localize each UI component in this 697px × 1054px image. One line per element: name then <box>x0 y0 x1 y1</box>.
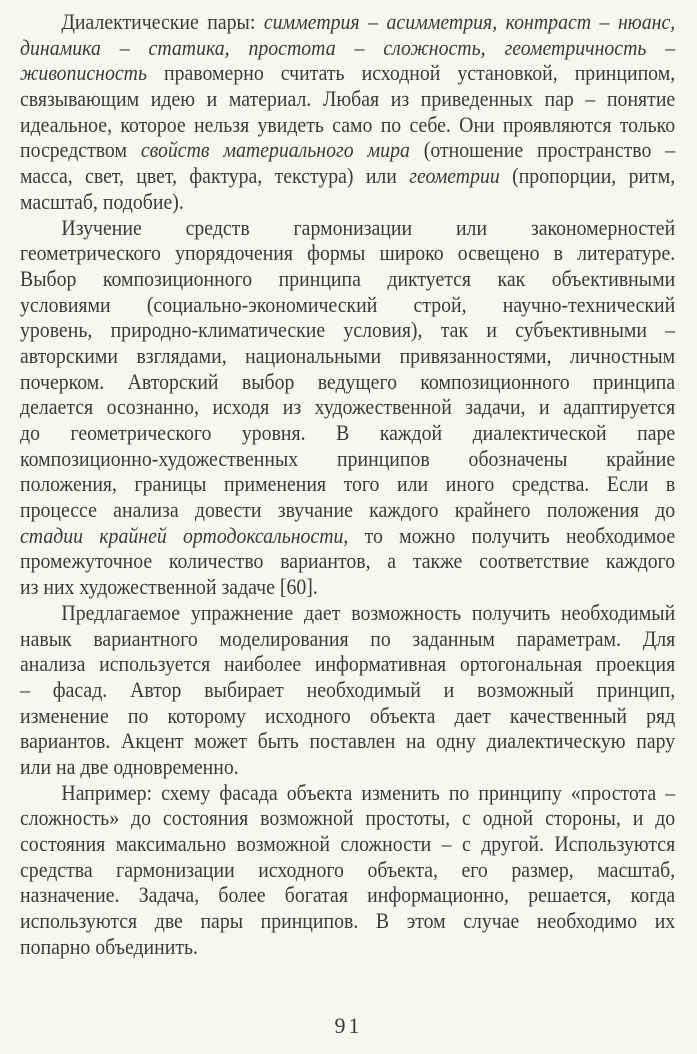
text-segment: уровень, природно-климатические условия), так и субъективными – <box>20 317 676 343</box>
paragraph <box>20 600 675 780</box>
text-line <box>20 574 675 600</box>
text-line <box>20 137 675 163</box>
text-segment: назначение. Задача, более богатая информационно, решается, когда <box>20 882 676 908</box>
text-segment: процессе анализа довести звучание каждого крайнего положения до <box>20 497 676 523</box>
text-line <box>20 471 675 497</box>
text-line <box>20 240 675 266</box>
text-segment: геометрического упорядочения формы широко освещено в литературе. <box>20 240 676 266</box>
text-line <box>20 112 675 138</box>
italic-term: динамика – статика, простота – сложность, геометричность – <box>20 34 676 60</box>
text-line <box>20 754 675 780</box>
text-segment: посредством <box>20 137 141 163</box>
text-line <box>20 857 675 883</box>
text-line <box>20 703 675 729</box>
text-line <box>20 9 675 35</box>
text-segment: масштаб, подобие). <box>20 188 184 214</box>
text-line <box>20 317 675 343</box>
text-line <box>20 369 675 395</box>
text-line <box>20 394 675 420</box>
text-segment: положения, границы применения того или иного средства. Если в <box>20 471 676 497</box>
text-segment: авторскими взглядами, национальными привязанностями, личностным <box>20 342 676 368</box>
text-segment: Например: схему фасада объекта изменить по принципу «простота – <box>61 779 676 805</box>
text-line <box>20 86 675 112</box>
text-line <box>20 266 675 292</box>
text-line <box>20 934 675 960</box>
text-segment: Изучение средств гармонизации или закономерностей <box>61 214 676 240</box>
text-segment: масса, свет, цвет, фактура, текстура) или <box>20 163 410 189</box>
italic-term: стадии крайней ортодоксальности <box>20 522 344 548</box>
text-segment: (пропорции, ритм, <box>499 163 676 189</box>
text-segment: из них художественной задаче [60]. <box>20 574 318 600</box>
text-segment: , то можно получить необходимое <box>343 522 676 548</box>
text-line <box>20 882 675 908</box>
text-segment: правомерно считать исходной установкой, принципом, <box>146 60 676 86</box>
text-line <box>20 292 675 318</box>
text-line <box>20 908 675 934</box>
text-segment: сложность» до состояния возможной простоты, с одной стороны, и до <box>20 805 676 831</box>
text-segment: попарно объединить. <box>20 933 198 959</box>
text-segment: идеальное, которое нельзя увидеть само по себе. Они проявляются только <box>20 111 676 137</box>
text-segment: или на две одновременно. <box>20 753 239 779</box>
text-segment: условиями (социально-экономический строй, научно-технический <box>20 291 676 317</box>
text-line <box>20 343 675 369</box>
text-segment: состояния максимально возможной сложности – с другой. Используются <box>20 831 676 856</box>
text-segment: вариантов. Акцент может быть поставлен на одну диалектическую пару <box>20 728 676 754</box>
text-line <box>20 677 675 703</box>
paragraph <box>20 215 675 600</box>
text-line <box>20 780 675 806</box>
text-segment: делается осознанно, исходя из художественной задачи, и адаптируется <box>20 394 676 420</box>
text-segment: до геометрического уровня. В каждой диалектической паре <box>20 420 676 445</box>
text-segment: средства гармонизации исходного объекта, его размер, масштаб, <box>20 856 676 882</box>
text-segment: используются две пары принципов. В этом случае необходимо их <box>20 908 676 934</box>
text-line <box>20 805 675 831</box>
text-line <box>20 831 675 857</box>
text-segment: (отношение пространство – <box>409 137 676 163</box>
text-line <box>20 215 675 241</box>
text-line <box>20 189 675 215</box>
italic-term: свойств материального мира <box>140 137 410 163</box>
text-segment: почерком. Авторский выбор ведущего композиционного принципа <box>20 368 676 394</box>
text-segment: анализа используется наиболее информативная ортогональная проекция <box>20 651 676 677</box>
text-segment: навык вариантного моделирования по заданным параметрам. Для <box>20 625 676 651</box>
text-segment: промежуточное количество вариантов, а также соответствие каждого <box>20 548 676 574</box>
paragraph <box>20 780 675 960</box>
italic-term: живописность <box>20 60 147 86</box>
text-segment: Выбор композиционного принципа диктуется как объективными <box>20 265 676 291</box>
text-segment: изменение по которому исходного объекта дает качественный ряд <box>20 702 676 728</box>
page-number: 91 <box>334 1013 363 1038</box>
text-line <box>20 651 675 677</box>
text-segment: связывающим идею и материал. Любая из приведенных пар – понятие <box>20 86 676 112</box>
text-line <box>20 35 675 61</box>
text-segment: Диалектические пары: <box>61 9 264 34</box>
text-line <box>20 497 675 523</box>
text-segment: Предлагаемое упражнение дает возможность получить необходимый <box>61 599 676 625</box>
text-line <box>20 728 675 754</box>
italic-term: геометрии <box>409 163 500 189</box>
text-line <box>20 446 675 472</box>
paragraph <box>20 9 675 215</box>
text-line <box>20 60 675 86</box>
text-line <box>20 163 675 189</box>
text-line <box>20 548 675 574</box>
text-line <box>20 420 675 446</box>
text-line <box>20 626 675 652</box>
text-line <box>20 600 675 626</box>
page-body <box>20 9 675 959</box>
italic-term: симметрия – асимметрия, контраст – нюанс, <box>263 9 676 34</box>
text-segment: композиционно-художественных принципов обозначены крайние <box>20 445 676 471</box>
text-line <box>20 523 675 549</box>
text-segment: – фасад. Автор выбирает необходимый и возможный принцип, <box>20 676 676 702</box>
